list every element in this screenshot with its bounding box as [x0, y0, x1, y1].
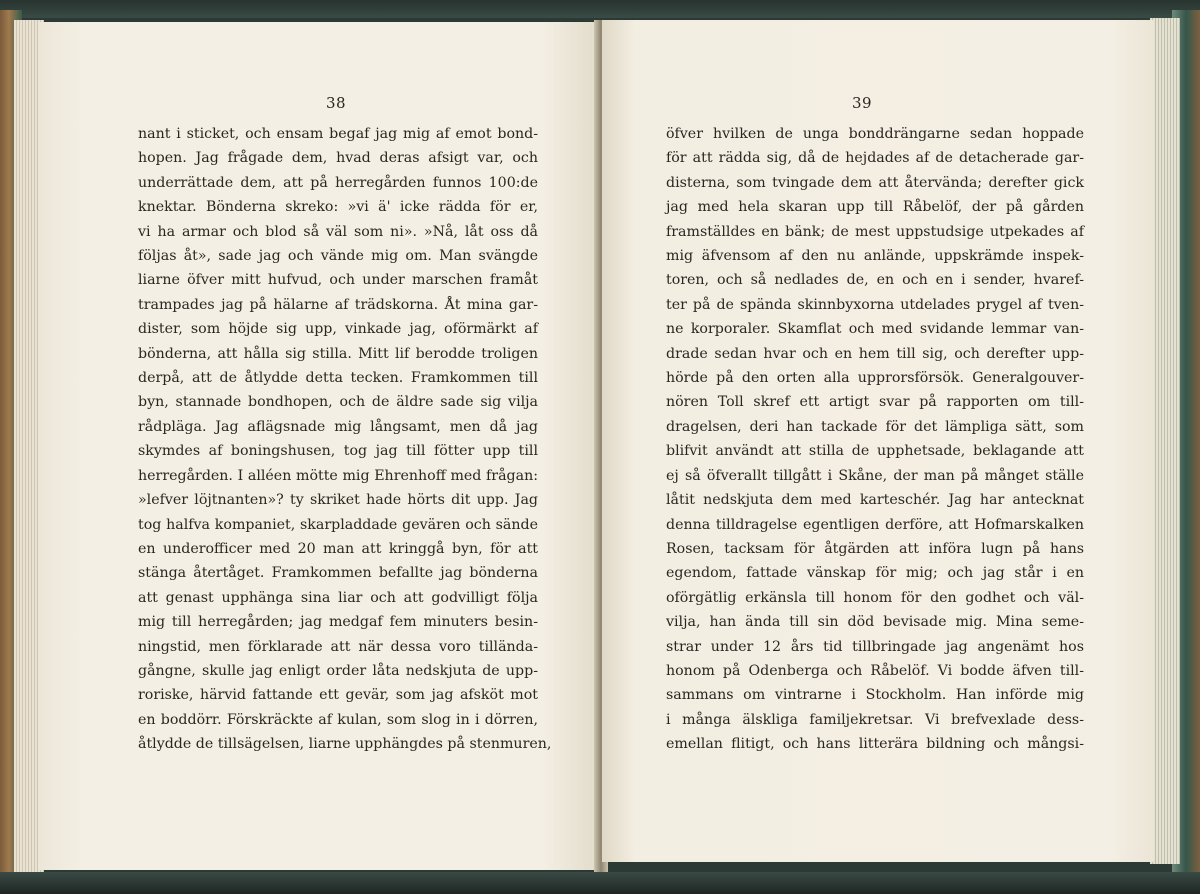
text-line: låtit nedskjuta dem med karteschér. Jag har antecknat — [666, 492, 1084, 509]
text-line: byn, stannade bondhopen, och de äldre sade sig vilja — [138, 394, 538, 411]
text-line: nant i sticket, och ensam begaf jag mig af emot bond- — [138, 126, 538, 142]
text-line: egendom, fattade vänskap för mig; och jag står i en — [666, 565, 1084, 582]
text-line: mig till herregården; jag medgaf fem minuters besin- — [138, 614, 538, 631]
text-line: blifvit användt att stilla de upphetsade, beklagande att — [666, 443, 1084, 460]
text-line: herregården. I alléen mötte mig Ehrenhoff med frågan: — [138, 467, 538, 484]
text-line: Rosen, tacksam för åtgärden att införa lugn på hans — [666, 540, 1084, 557]
text-line: ningstid, men förklarade att när dessa voro tillända- — [138, 638, 538, 655]
text-line: i många älskliga familjekretsar. Vi brefvexlade dess- — [666, 711, 1084, 728]
text-line: skymdes af boningshusen, tog jag till fötter upp till — [138, 443, 538, 460]
text-line: följas åt», sade jag och vände mig om. Man svängde — [138, 248, 538, 265]
text-line: »lefver löjtnanten»? ty skriket hade hörts dit upp. Jag — [138, 492, 538, 509]
text-line: underrättade dem, att på herregården funnos 100:de — [138, 174, 538, 191]
text-line: toren, och så nedlades de, en och en i sender, hvaref- — [666, 272, 1084, 289]
right-page — [602, 20, 1154, 862]
text-line: för att rädda sig, då de hejdades af de detacherade gar- — [666, 150, 1084, 167]
text-line: tog halfva kompaniet, skarpladdade gevären och sände — [138, 516, 538, 533]
text-line: stänga återtåget. Framkommen befallte jag bönderna — [138, 565, 538, 582]
text-line: emellan flitigt, och hans litterära bildning och mångsi- — [666, 736, 1084, 753]
text-line: denna tilldragelse egentligen derföre, att Hofmarskalken — [666, 516, 1084, 533]
text-line: sammans om vintrarne i Stockholm. Han införde mig — [666, 687, 1084, 704]
text-line: öfver hvilken de unga bonddrängarne sedan hoppade — [666, 126, 1084, 142]
text-line: disterna, som tvingade dem att återvända; derefter gick — [666, 174, 1084, 191]
text-line: derpå, att de åtlydde detta tecken. Framkommen till — [138, 370, 538, 387]
text-line: vilja, han ända till sin död bevisade mig. Mina seme- — [666, 614, 1084, 631]
text-line: åtlydde de tillsägelsen, liarne upphängdes på stenmuren, — [138, 736, 552, 753]
left-page-text — [138, 122, 552, 757]
text-line: mig äfvensom af den nu anlände, uppskrämde inspek- — [666, 248, 1084, 265]
text-line: att genast upphänga sina liar och att godvilligt följa — [138, 589, 538, 606]
left-page — [38, 22, 598, 870]
text-line: bönderna, att hålla sig stilla. Mitt lif berodde troligen — [138, 345, 538, 362]
text-line: knektar. Bönderna skreko: »vi ä' icke rädda för er, — [138, 199, 538, 216]
right-page-text — [666, 122, 1084, 757]
text-line: en boddörr. Förskräckte af kulan, som slog in i dörren, — [138, 711, 538, 728]
text-line: hopen. Jag frågade dem, hvad deras afsigt var, och — [138, 150, 538, 167]
page-edges-right — [1150, 18, 1180, 864]
text-line: strar under 12 års tid tillbringade jag angenämt hos — [666, 638, 1084, 655]
text-line: ne korporaler. Skamflat och med svidande lemmar van- — [666, 321, 1084, 338]
book-cover-top — [0, 0, 1200, 18]
text-line: ej så öfverallt tillgått i Skåne, der man på månget ställe — [666, 467, 1084, 484]
text-line: gångne, skulle jag enligt order låta nedskjuta de upp- — [138, 662, 538, 679]
text-line: jag med hela skaran upp till Råbelöf, der på gården — [666, 199, 1084, 216]
text-line: trampades jag på hälarne af trädskorna. Åt mina gar- — [138, 296, 538, 313]
text-line: liarne öfver mitt hufvud, och under marschen framåt — [138, 272, 538, 289]
text-line: oförgätlig erkänsla till honom för den godhet och väl- — [666, 589, 1084, 606]
book-cover-bottom — [0, 872, 1200, 894]
text-line: dragelsen, deri han tackade för det lämpliga sätt, som — [666, 418, 1084, 435]
text-line: en underofficer med 20 man att kringgå byn, för att — [138, 540, 538, 557]
text-line: nören Toll skref ett artigt svar på rapporten om till- — [666, 394, 1084, 411]
text-line: rådpläga. Jag aflägsnade mig långsamt, men då jag — [138, 418, 538, 435]
page-number-left: 38 — [326, 94, 347, 112]
text-line: ter på de spända skinnbyxorna utdelades prygel af tven- — [666, 296, 1084, 313]
text-line: roriske, härvid fattande ett gevär, som jag afsköt mot — [138, 687, 538, 704]
text-line: drade sedan hvar och en hem till sig, och derefter upp- — [666, 345, 1084, 362]
text-line: hörde på den orten alla upprorsförsök. Generalgouver- — [666, 370, 1084, 387]
text-line: vi ha armar och blod så väl som ni». »Nå, låt oss då — [138, 223, 538, 240]
text-line: framställdes en bänk; de mest uppstudsige utpekades af — [666, 223, 1084, 240]
page-number-right: 39 — [852, 94, 873, 112]
text-line: honom på Odenberga och Råbelöf. Vi bodde äfven till- — [666, 662, 1084, 679]
text-line: dister, som höjde sig upp, vinkade jag, oförmärkt af — [138, 321, 538, 338]
